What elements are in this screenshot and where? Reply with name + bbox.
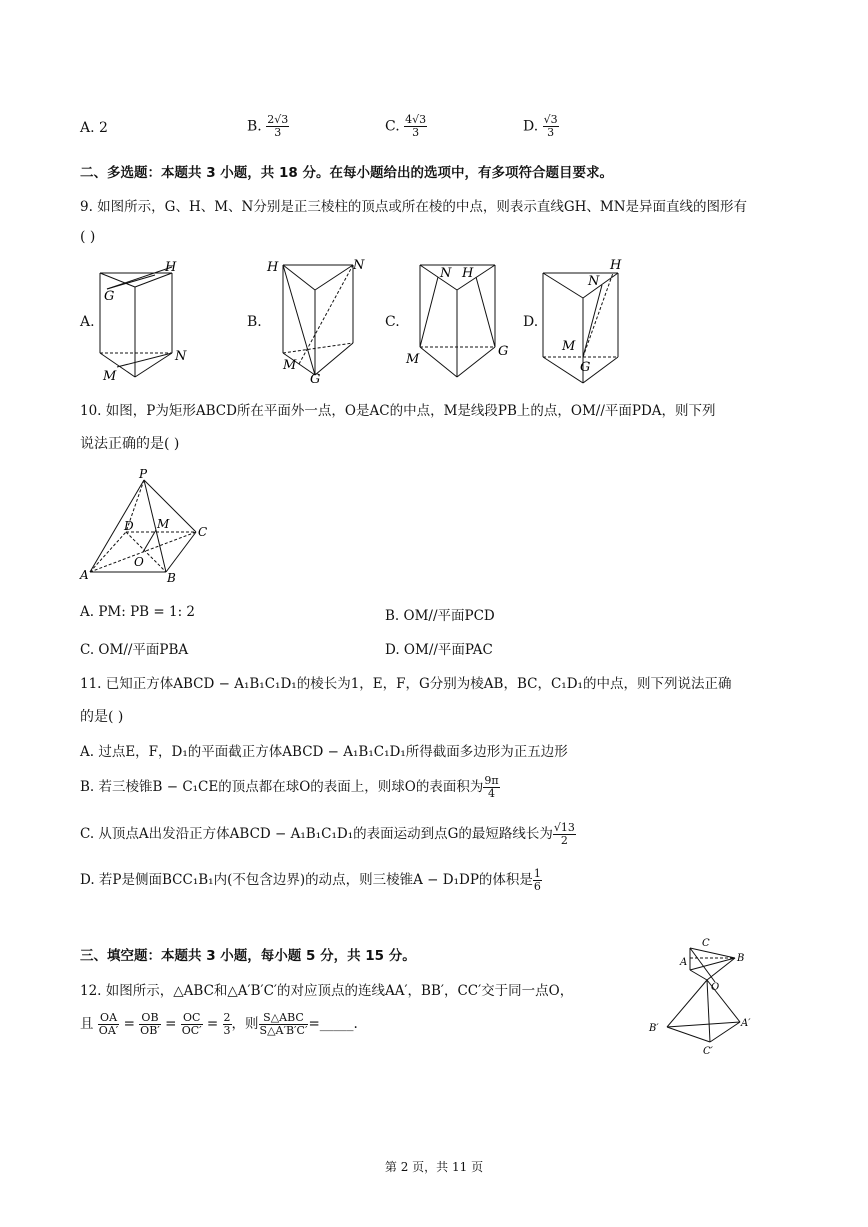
q8-option-b-fraction: $\frac{2√3}{3}$ bbox=[267, 113, 289, 139]
q9-option-b-label: B. bbox=[247, 314, 262, 330]
q9d-label-h: H bbox=[610, 258, 622, 273]
q11-stem-line1: 11. 已知正方体ABCD − A₁B₁C₁D₁的棱长为1，E，F，G分别为棱AB，BC，C₁D₁的中点，则下列说法正确 bbox=[80, 676, 732, 692]
q12-fraction-oa: $\frac{OA}{OA'}$ bbox=[98, 1011, 119, 1037]
q10-option-d: D. OM//平面PAC bbox=[385, 642, 493, 658]
q9d-label-m: M bbox=[562, 339, 576, 354]
q12-prefix: 且 bbox=[80, 1016, 94, 1032]
q12-stem-line1: 12. 如图所示，△ABC和△A′B′C′的对应顶点的连线AA′，BB′，CC′交于同一点O， bbox=[80, 983, 574, 999]
q9c-label-m: M bbox=[406, 352, 420, 367]
q9-stem-line1: 9. 如图所示，G、H、M、N分别是正三棱柱的顶点或所在棱的中点，则表示直线GH、MN是异面直线的图形有 bbox=[80, 199, 748, 215]
q10-option-c: C. OM//平面PBA bbox=[80, 642, 189, 658]
q12-stem-line2 bbox=[80, 1012, 358, 1037]
q9a-label-g: G bbox=[104, 289, 115, 304]
q9b-label-h: H bbox=[267, 260, 279, 275]
q12-answer-blank: =_____. bbox=[308, 1016, 358, 1032]
q9-figure-b bbox=[265, 255, 370, 385]
q9-figure-c bbox=[400, 255, 520, 385]
q10-option-a: A. PM: PB = 1: 2 bbox=[80, 604, 195, 620]
q8-option-d-fraction: $\frac{√3}{3}$ bbox=[543, 113, 558, 139]
q10-label-d: D bbox=[124, 519, 134, 533]
q12-fraction-ratio: $\frac{2}{3}$ bbox=[223, 1011, 231, 1037]
q10-label-p: P bbox=[139, 467, 148, 481]
q9c-label-h: H bbox=[462, 266, 474, 281]
q9c-label-n: N bbox=[440, 266, 452, 281]
q9b-label-g: G bbox=[310, 372, 321, 385]
q10-label-c: C bbox=[198, 525, 208, 539]
q9-figure-a bbox=[95, 255, 195, 385]
q12-label-a: A bbox=[680, 957, 688, 968]
q12-fraction-oc: $\frac{OC}{OC'}$ bbox=[181, 1011, 202, 1037]
q12-figure bbox=[645, 930, 765, 1060]
q12-then: ，则 bbox=[231, 1016, 259, 1032]
q12-fraction-area: $\frac{\text{S△ABC}}{S\triangle A'B'C'}$ bbox=[259, 1011, 308, 1037]
section-2-heading: 二、多选题：本题共 3 小题，共 18 分。在每小题给出的选项中，有多项符合题目要求。 bbox=[80, 165, 613, 181]
q11-option-d bbox=[80, 868, 542, 893]
q8-option-c-fraction: $\frac{4√3}{3}$ bbox=[405, 113, 427, 139]
q11-option-b-text: B. 若三棱锥B − C₁CE的顶点都在球O的表面上，则球O的表面积为 bbox=[80, 779, 484, 795]
q11-stem-line2: 的是( ) bbox=[80, 709, 124, 725]
q11-option-a: A. 过点E，F，D₁的平面截正方体ABCD − A₁B₁C₁D₁所得截面多边形为正五边形 bbox=[80, 744, 568, 760]
q10-stem-line1: 10. 如图，P为矩形ABCD所在平面外一点，O是AC的中点，M是线段PB上的点，OM//平面PDA，则下列 bbox=[80, 403, 716, 419]
section-3-heading: 三、填空题：本题共 3 小题，每小题 5 分，共 15 分。 bbox=[80, 948, 416, 964]
q9a-label-n: N bbox=[175, 349, 187, 364]
q9b-label-m: M bbox=[283, 358, 297, 373]
q11-option-b bbox=[80, 775, 500, 800]
q11-option-b-fraction: $\frac{9\pi}{4}$ bbox=[484, 774, 499, 800]
q12-label-o: O bbox=[711, 982, 720, 993]
q9d-label-g: G bbox=[580, 360, 591, 375]
q12-equals-2: = bbox=[165, 1016, 177, 1032]
q8-option-b-label: B. bbox=[247, 118, 262, 135]
q12-label-b: B bbox=[737, 953, 745, 964]
q8-option-b bbox=[247, 114, 289, 139]
q10-figure bbox=[78, 465, 218, 585]
q9c-label-g: G bbox=[498, 344, 509, 359]
q11-option-d-fraction: $\frac{1}{6}$ bbox=[533, 867, 541, 893]
q9-option-c-label: C. bbox=[385, 314, 400, 330]
q8-option-d-label: D. bbox=[523, 118, 539, 135]
q11-option-c bbox=[80, 822, 576, 847]
q11-option-c-fraction: $\frac{√13}{2}$ bbox=[553, 821, 575, 847]
q12-label-c-prime: C′ bbox=[703, 1046, 713, 1057]
q12-equals-3: = bbox=[206, 1016, 219, 1032]
q8-option-c-label: C. bbox=[385, 118, 400, 135]
q10-label-o: O bbox=[134, 555, 144, 569]
q12-label-c: C bbox=[702, 938, 710, 949]
q9-option-a-label: A. bbox=[80, 314, 95, 330]
q12-label-b-prime: B′ bbox=[649, 1023, 659, 1034]
page-footer: 第 2 页，共 11 页 bbox=[384, 1160, 484, 1174]
q10-label-a: A bbox=[80, 568, 89, 582]
q10-option-b: B. OM//平面PCD bbox=[385, 608, 495, 624]
q8-option-a: A. 2 bbox=[80, 120, 108, 136]
q12-fraction-ob: $\frac{OB}{OB'}$ bbox=[140, 1011, 160, 1037]
q10-label-m: M bbox=[157, 517, 170, 531]
q9b-label-n: N bbox=[353, 258, 365, 273]
q10-stem-line2: 说法正确的是( ) bbox=[80, 436, 180, 452]
q12-equals-1: = bbox=[123, 1016, 135, 1032]
q9d-label-n: N bbox=[588, 274, 600, 289]
q8-option-d bbox=[523, 114, 559, 139]
q9a-label-m: M bbox=[103, 369, 117, 384]
q8-option-c bbox=[385, 114, 427, 139]
q11-option-d-text: D. 若P是侧面BCC₁B₁内(不包含边界)的动点，则三棱锥A − D₁DP的体积是 bbox=[80, 872, 533, 888]
q9-option-d-label: D. bbox=[523, 314, 539, 330]
q11-option-c-text: C. 从顶点A出发沿正方体ABCD − A₁B₁C₁D₁的表面运动到点G的最短路线长为 bbox=[80, 826, 553, 842]
q10-label-b: B bbox=[167, 571, 176, 585]
q9-figure-d bbox=[538, 255, 638, 390]
q12-label-a-prime: A′ bbox=[741, 1018, 751, 1029]
q9a-label-h: H bbox=[165, 260, 177, 275]
q9-stem-line2: ( ) bbox=[80, 229, 96, 245]
